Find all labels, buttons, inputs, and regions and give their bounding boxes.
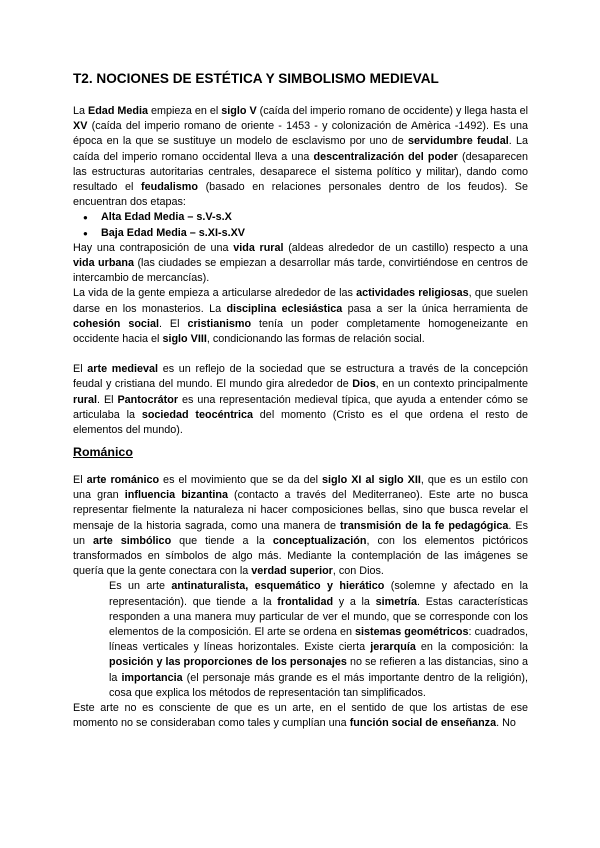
text-run: La [73, 105, 89, 117]
text-run: , que suelen darse en los monasterios. La [73, 287, 528, 315]
bold-term: cohesión social [73, 317, 159, 330]
text-run: es una representación medieval típica, que ayuda a entender cómo se articulaba la [73, 393, 528, 421]
intro-paragraph-4 [73, 362, 528, 438]
bold-term: función social de enseñanza [349, 717, 497, 730]
bold-term: cristianismo [187, 317, 252, 330]
text-run: , en un contexto principalmente [375, 378, 528, 391]
bold-term: sistemas geométricos [355, 626, 469, 639]
bold-term: Dios [352, 378, 376, 391]
bold-term: sociedad teocéntrica [141, 408, 254, 421]
text-run: (basado en relaciones personales dentro de los feudos). Se encuentran dos etapas: [73, 181, 528, 209]
text-run: , condicionando las formas de relación social. [206, 333, 425, 346]
intro-paragraph-1 [73, 104, 528, 210]
text-run: . La caída del imperio romano occidental lleva a una [73, 135, 528, 163]
text-run: , que es un estilo con una gran [73, 474, 528, 502]
text-run: . El [158, 317, 188, 330]
romanico-section [73, 473, 528, 731]
text-run: en la composición: la [415, 641, 528, 654]
text-run: pasa a ser la única herramienta de [342, 302, 528, 315]
bold-term: posición y las proporciones de los personajes [109, 656, 347, 669]
text-run: Es un arte [109, 580, 172, 593]
bold-term: siglo VIII [162, 333, 207, 346]
list-item: ● Alta Edad Media – s.V-s.X [101, 210, 528, 225]
bold-term: arte medieval [87, 363, 159, 376]
bold-term: transmisión de la fe pedagógica [340, 519, 509, 532]
text-run: empieza en el [148, 105, 222, 117]
section-heading-romanico: Románico [73, 445, 133, 459]
text-run: (las ciudades se empiezan a desarrollar más tarde, convirtiéndose en centros de intercambio de mercancías). [73, 257, 528, 285]
text-run: . El [97, 393, 118, 406]
bold-term: simetría [375, 595, 418, 608]
bold-term: Edad Media [88, 105, 149, 117]
text-run: (solemne y afectado en la representación). que tiende a la [109, 580, 529, 608]
text-run: y a la [333, 595, 376, 608]
text-run: (aldeas alrededor de un castillo) respecto a una [283, 241, 529, 254]
page-title: T2. NOCIONES DE ESTÉTICA Y SIMBOLISMO MEDIEVAL [73, 71, 439, 86]
text-run: (caída del imperio romano de occidente) y llega hasta el [256, 105, 528, 117]
text-run: : cuadrados, líneas verticales y líneas horizontales. Existe cierta [109, 626, 528, 654]
bold-term: frontalidad [277, 595, 334, 608]
text-run: . Estas características responden a una manera muy particular de ver el mundo, que se corresponde con los elementos de la composición. El arte se ordena en [109, 595, 529, 639]
bold-term: antinaturalista, esquemático y hierático [171, 580, 385, 593]
bold-term: verdad superior [251, 565, 333, 578]
text-run: (caída del imperio romano de oriente - 1453 - y colonización de Amèrica -1492). Es una época en la que se sustituye un modelo de esclavismo por uno de [73, 120, 528, 148]
bold-term: jerarquía [370, 641, 416, 654]
bold-term: Pantocrátor [117, 393, 179, 406]
bold-term: siglo V [221, 105, 257, 117]
bold-term: disciplina eclesiástica [226, 302, 343, 315]
bold-term: servidumbre feudal [407, 135, 509, 148]
bold-term: vida rural [233, 241, 284, 254]
stages-list [73, 210, 528, 240]
bold-term: XV [73, 120, 88, 133]
bold-term: feudalismo [141, 181, 198, 194]
bold-term: conceptualización [272, 534, 367, 547]
bold-term: siglo XI al siglo XII [322, 474, 421, 486]
text-run: El [73, 474, 87, 486]
bold-term: arte románico [86, 474, 160, 486]
bold-term: actividades religiosas [356, 287, 469, 300]
text-run: del momento (Cristo es el que ordena el resto de elementos del mundo). [73, 408, 528, 437]
text-run: . Es un [73, 519, 528, 547]
text-run: , con Dios. [332, 565, 384, 578]
romanico-paragraph-2 [73, 579, 528, 701]
text-run: no se refieren a las distancias, sino a la [109, 656, 528, 684]
romanico-paragraph-1 [73, 473, 528, 579]
text-run: (contacto a través del Mediterraneo). Este arte no busca representar fielmente la naturaleza ni hacer composiciones bellas, sino que busca revelar el mensaje de la historia sagrada, como una manera de [73, 489, 529, 532]
text-run: es un reflejo de la sociedad que se estructura a través de la concepción feudal y cristiana del mundo. El mundo gira alrededor de [73, 363, 528, 391]
list-item: ● Baja Edad Media – s.XI-s.XV [101, 226, 528, 241]
bold-term: importancia [121, 671, 183, 684]
text-run: La vida de la gente empieza a articularse alrededor de las [73, 287, 357, 300]
romanico-paragraph-3 [73, 701, 528, 731]
text-run: Hay una contraposición de una [73, 241, 234, 254]
text-run: El [73, 363, 88, 376]
intro-section [73, 104, 528, 438]
text-run: . No [496, 717, 516, 730]
intro-paragraph-2 [73, 241, 528, 287]
bold-term: arte simbólico [92, 534, 172, 547]
text-run: , con los elementos pictóricos transformados en símbolos de algo más. Mediante la contemplación de las imágenes se quería que la gente conectara con la [73, 534, 529, 578]
bold-term: influencia bizantina [124, 489, 228, 502]
text-run: es el movimiento que se da del [159, 474, 323, 486]
text-run: tenía un poder completamente homogeneizante en occidente hacia el [73, 317, 528, 346]
bold-term: vida urbana [73, 257, 135, 270]
bold-term: rural [73, 393, 98, 406]
text-run: Este arte no es consciente de que es un arte, en el sentido de que los artistas de ese momento no se consideraban como tales y cumplían una [73, 702, 528, 730]
text-run: (desaparecen las estructuras autoritarias centrales, desaparece el sistema político y militar), dando como resultado el [73, 150, 528, 194]
text-run: que tiende a la [171, 534, 273, 547]
intro-paragraph-3 [73, 286, 528, 347]
bold-term: descentralización del poder [313, 150, 458, 163]
text-run: (el personaje más grande es el más importante dentro de la religión), cosa que explica los métodos de representación tan simplificados. [109, 671, 528, 699]
